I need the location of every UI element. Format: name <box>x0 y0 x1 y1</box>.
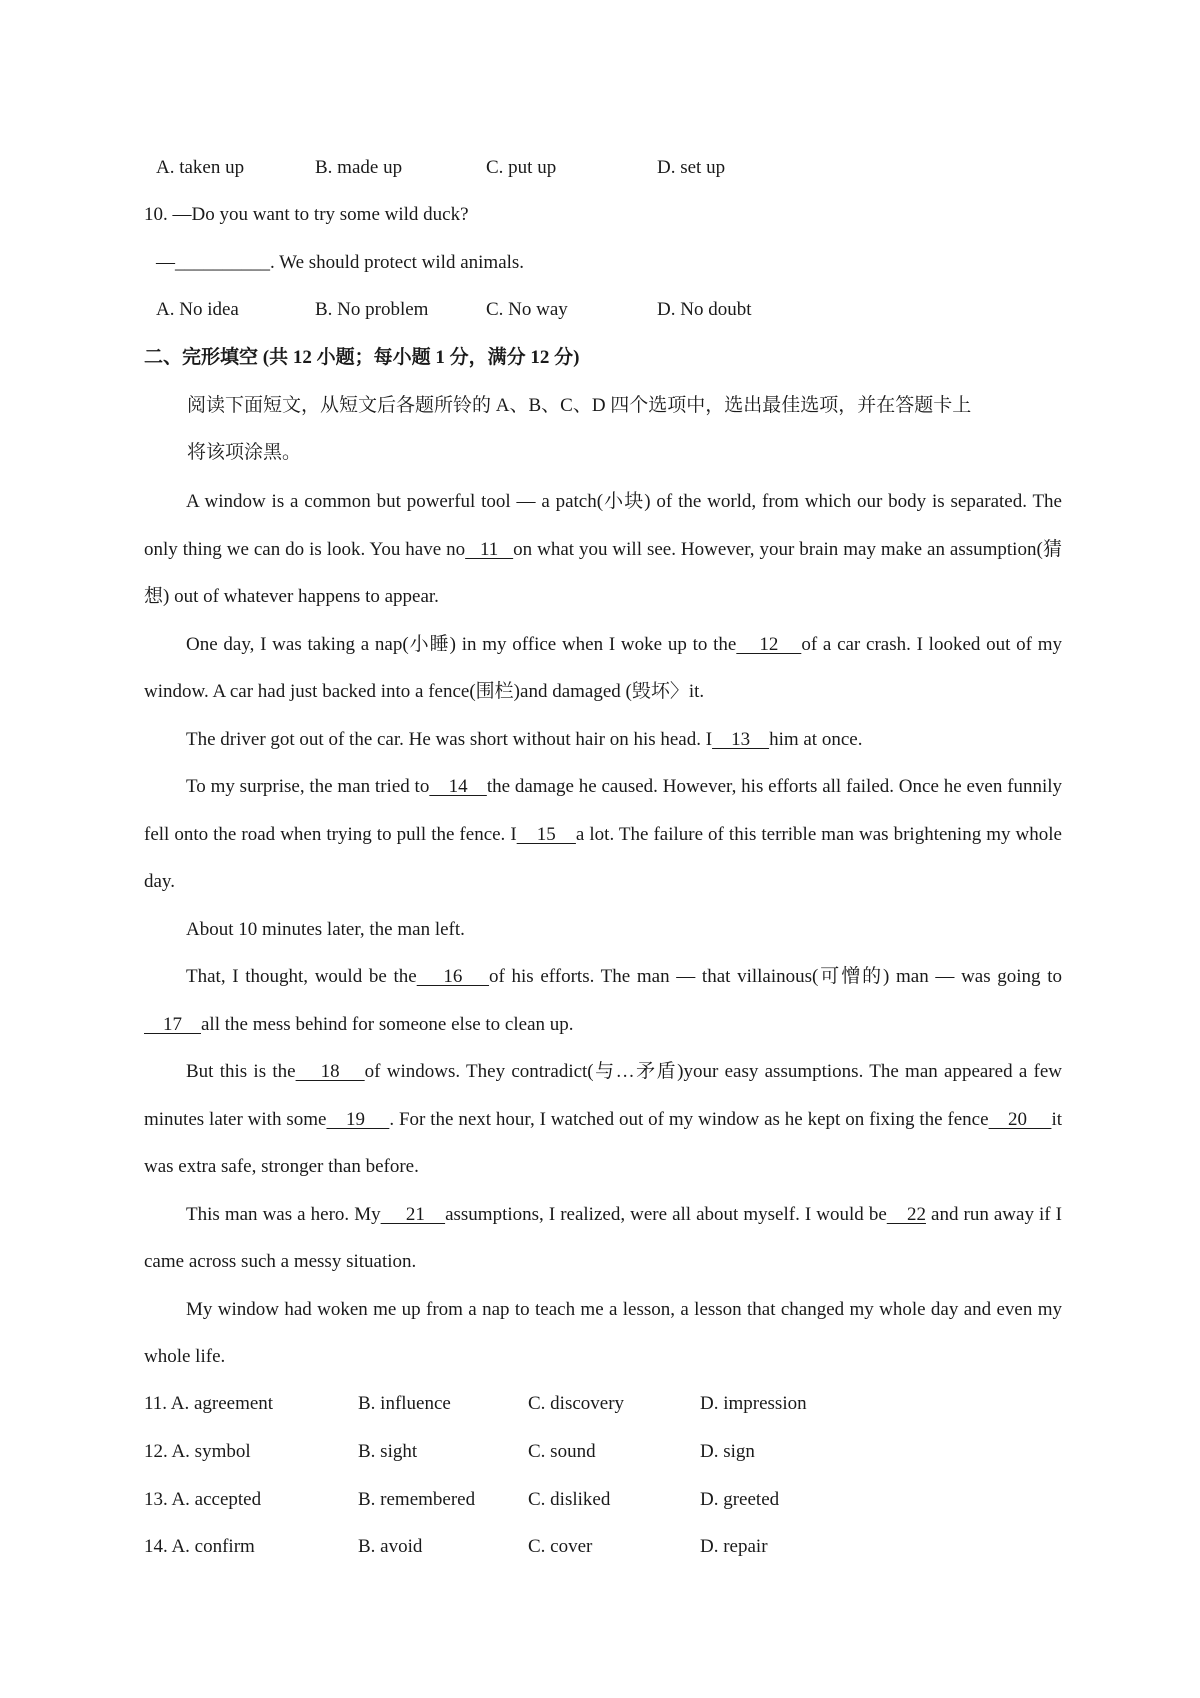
passage-paragraph-5: About 10 minutes later, the man left. <box>186 918 465 940</box>
blank-22: 22 <box>886 1203 926 1225</box>
question-12-option-a: 12. A. symbol <box>144 1441 251 1462</box>
passage-paragraph-1: A window is a common but powerful tool — a patch(小块) of the world, from which our body is separated. The only thing we can do is look. You have no 11 on what you will see. However, your brain may make an assumption(猜想) out of whatever happens to appear. <box>144 491 1062 607</box>
passage-paragraph-8: This man was a hero. My 21 assumptions, I realized, were all about myself. I would be 22 and run away if I came across such a messy situation. <box>144 1203 1062 1272</box>
question-13-option-a: 13. A. accepted <box>144 1489 262 1510</box>
question-11-option-b: B. influence <box>358 1393 451 1414</box>
q10-text: —Do you want to try some wild duck? <box>172 204 469 225</box>
q9-option-a: A. taken up <box>156 157 245 178</box>
question-12-option-c: C. sound <box>528 1441 596 1462</box>
q10-dash: — <box>156 252 175 273</box>
question-11-option-d: D. impression <box>700 1393 807 1414</box>
question-13-option-d: D. greeted <box>700 1489 780 1510</box>
q10-option-b: B. No problem <box>315 299 429 320</box>
blank-17: 17 <box>144 1013 201 1035</box>
section-instruction-1: 阅读下面短文，从短文后各题所铃的 A、B、C、D 四个选项中，选出最佳选项，并在答题卡上 <box>187 395 972 416</box>
question-13-option-b: B. remembered <box>358 1489 476 1510</box>
question-12-option-b: B. sight <box>358 1441 418 1462</box>
section-title: 二、完形填空 (共 12 小题；每小题 1 分，满分 12 分) <box>144 347 580 368</box>
passage-paragraph-3: The driver got out of the car. He was short without hair on his head. I 13 him at once. <box>186 728 863 750</box>
question-11-option-c: C. discovery <box>528 1393 625 1414</box>
question-14-option-a: 14. A. confirm <box>144 1536 255 1557</box>
blank-14: 14 <box>429 776 487 797</box>
passage-paragraph-7: But this is the 18 of windows. They contradict(与…矛盾)your easy assumptions. The man appeared a few minutes later with some 19 . For the next hour, I watched out of my window as he kept on fixing the fence 20 it was extra safe, stronger than before. <box>144 1061 1063 1177</box>
q10-reply-text: . We should protect wild animals. <box>270 252 525 273</box>
q10-blank: __________ <box>175 252 270 273</box>
blank-13: 13 <box>712 728 770 750</box>
passage-paragraph-9: My window had woken me up from a nap to teach me a lesson, a lesson that changed my whole day and even my whole life. <box>144 1298 1062 1367</box>
question-13-option-c: C. disliked <box>528 1489 611 1510</box>
q9-option-b: B. made up <box>315 157 403 178</box>
passage <box>144 478 1062 1381</box>
q10-option-c: C. No way <box>486 299 568 320</box>
passage-paragraph-2: One day, I was taking a nap(小睡) in my office when I woke up to the 12 of a car crash. I looked out of my window. A car had just backed into a fence(围栏)and damaged (毁坏〉it. <box>144 633 1063 702</box>
blank-15: 15 <box>516 823 576 845</box>
question-14-option-c: C. cover <box>528 1536 593 1557</box>
q10-reply <box>156 251 524 275</box>
question-12-option-d: D. sign <box>700 1441 755 1462</box>
question-14-option-d: D. repair <box>700 1536 768 1557</box>
blank-11: 11 <box>465 538 514 560</box>
blank-18: 18 <box>295 1061 365 1082</box>
blank-19: 19 <box>326 1108 390 1130</box>
q10-option-d: D. No doubt <box>657 299 752 320</box>
passage-paragraph-6: That, I thought, would be the 16 of his efforts. The man — that villainous(可憎的) man — was going to 17 all the mess behind for someone else to clean up. <box>144 966 1063 1035</box>
question-14-option-b: B. avoid <box>358 1536 423 1557</box>
q9-option-d: D. set up <box>657 157 726 178</box>
blank-21: 21 <box>380 1203 446 1225</box>
passage-paragraph-4: To my surprise, the man tried to 14 the damage he caused. However, his efforts all failed. Once he even funnily fell onto the road when trying to pull the fence. I 15 a lot. The failure of this terrible man was brightening my whole day. <box>144 776 1063 892</box>
blank-16: 16 <box>416 966 490 987</box>
question-11-option-a: 11. A. agreement <box>144 1393 274 1414</box>
q9-option-c: C. put up <box>486 157 557 178</box>
blank-20: 20 <box>988 1108 1052 1130</box>
section-instruction-2: 将该项涂黑。 <box>187 442 302 463</box>
q10-option-a: A. No idea <box>156 299 239 320</box>
blank-12: 12 <box>736 633 802 655</box>
q10-question <box>144 203 469 227</box>
q10-number: 10. <box>144 204 168 225</box>
